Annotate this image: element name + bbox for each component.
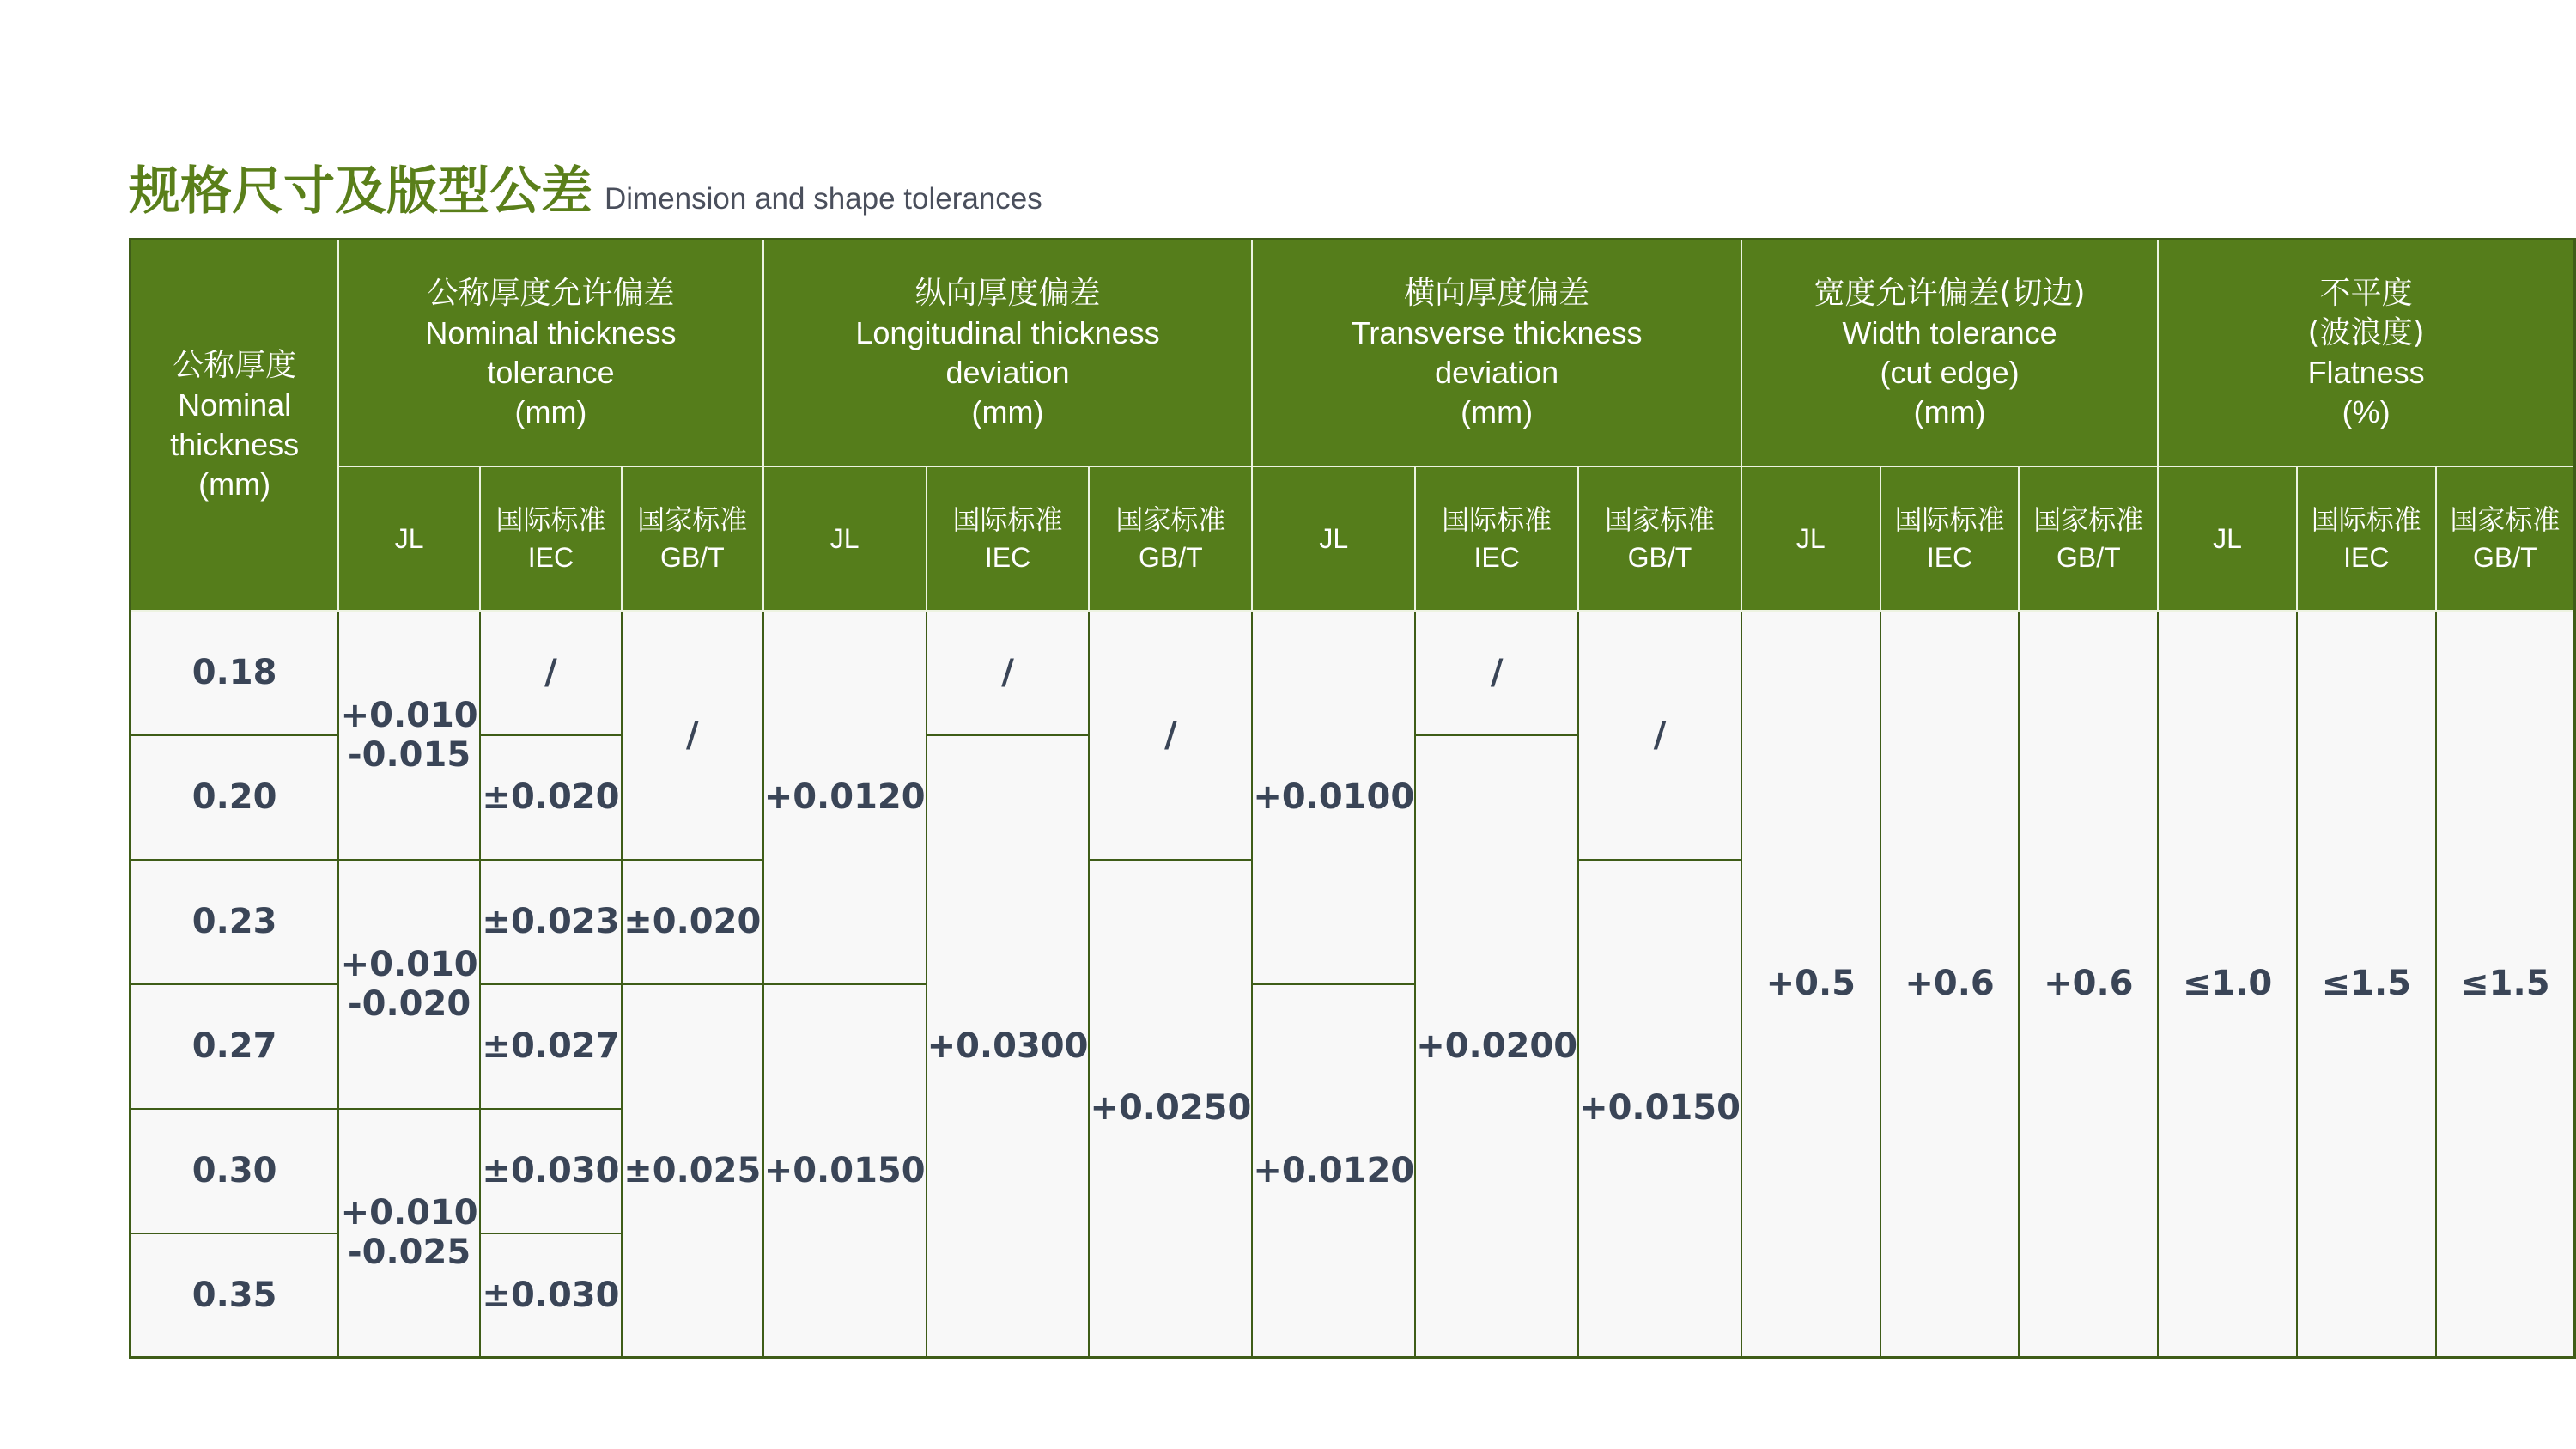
longitudinal-jl-cell: +0.0120 (763, 611, 927, 984)
subheader-iec: 国际标准 IEC (2297, 466, 2436, 611)
header-flatness: 不平度 (波浪度) Flatness (%) (2158, 240, 2574, 466)
longitudinal-gbt-cell: / (1089, 611, 1252, 860)
thickness-cell: 0.27 (131, 984, 339, 1109)
longitudinal-jl-cell: +0.0150 (763, 984, 927, 1358)
header-longitudinal-deviation: 纵向厚度偏差 Longitudinal thickness deviation (mm) (763, 240, 1253, 466)
nominal-tol-iec-cell: ±0.027 (480, 984, 622, 1109)
subheader-gbt: 国家标准 GB/T (2019, 466, 2158, 611)
subheader-iec: 国际标准 IEC (927, 466, 1090, 611)
header-width-tolerance: 宽度允许偏差(切边) Width tolerance (cut edge) (mm) (1741, 240, 2158, 466)
flatness-jl-cell: ≤1.0 (2158, 611, 2297, 1358)
page-title (129, 150, 1042, 222)
subheader-gbt: 国家标准 GB/T (1089, 466, 1252, 611)
nominal-tol-gbt-cell: ±0.020 (622, 860, 763, 984)
transverse-jl-cell: +0.0120 (1252, 984, 1415, 1358)
flatness-gbt-cell: ≤1.5 (2436, 611, 2575, 1358)
nominal-tol-gbt-cell: ±0.025 (622, 984, 763, 1358)
transverse-iec-cell: / (1415, 611, 1578, 735)
nominal-tol-iec-cell: ±0.020 (480, 735, 622, 860)
nominal-tol-jl-cell: +0.010 -0.020 (338, 860, 480, 1109)
nominal-tol-iec-cell: ±0.030 (480, 1233, 622, 1358)
nominal-tol-iec-cell: / (480, 611, 622, 735)
header-transverse-deviation: 横向厚度偏差 Transverse thickness deviation (mm) (1252, 240, 1741, 466)
subheader-gbt: 国家标准 GB/T (622, 466, 763, 611)
longitudinal-iec-cell: / (927, 611, 1090, 735)
thickness-cell: 0.18 (131, 611, 339, 735)
subheader-jl: JL (763, 466, 927, 611)
transverse-gbt-cell: +0.0150 (1578, 860, 1741, 1358)
nominal-tol-jl-cell: +0.010 -0.015 (338, 611, 480, 860)
transverse-jl-cell: +0.0100 (1252, 611, 1415, 984)
thickness-cell: 0.35 (131, 1233, 339, 1358)
flatness-iec-cell: ≤1.5 (2297, 611, 2436, 1358)
subheader-jl: JL (1252, 466, 1415, 611)
header-nominal-tolerance: 公称厚度允许偏差 Nominal thickness tolerance (mm) (338, 240, 762, 466)
subheader-gbt: 国家标准 GB/T (1578, 466, 1741, 611)
subheader-jl: JL (338, 466, 480, 611)
transverse-gbt-cell: / (1578, 611, 1741, 860)
title-english: Dimension and shape tolerances (605, 182, 1042, 216)
width-jl-cell: +0.5 (1741, 611, 1880, 1358)
subheader-gbt: 国家标准 GB/T (2436, 466, 2575, 611)
subheader-iec: 国际标准 IEC (1880, 466, 2020, 611)
tolerance-table (129, 238, 2576, 1359)
thickness-cell: 0.20 (131, 735, 339, 860)
title-chinese: 规格尺寸及版型公差 (129, 161, 592, 222)
width-gbt-cell: +0.6 (2019, 611, 2158, 1358)
nominal-tol-iec-cell: ±0.023 (480, 860, 622, 984)
header-nominal-thickness: 公称厚度 Nominal thickness (mm) (131, 240, 339, 611)
longitudinal-gbt-cell: +0.0250 (1089, 860, 1252, 1358)
subheader-iec: 国际标准 IEC (1415, 466, 1578, 611)
nominal-tol-iec-cell: ±0.030 (480, 1109, 622, 1233)
thickness-cell: 0.23 (131, 860, 339, 984)
thickness-cell: 0.30 (131, 1109, 339, 1233)
subheader-jl: JL (1741, 466, 1880, 611)
nominal-tol-gbt-cell: / (622, 611, 763, 860)
width-iec-cell: +0.6 (1880, 611, 2020, 1358)
subheader-jl: JL (2158, 466, 2297, 611)
transverse-iec-cell: +0.0200 (1415, 735, 1578, 1358)
nominal-tol-jl-cell: +0.010 -0.025 (338, 1109, 480, 1358)
longitudinal-iec-cell: +0.0300 (927, 735, 1090, 1358)
subheader-iec: 国际标准 IEC (480, 466, 622, 611)
